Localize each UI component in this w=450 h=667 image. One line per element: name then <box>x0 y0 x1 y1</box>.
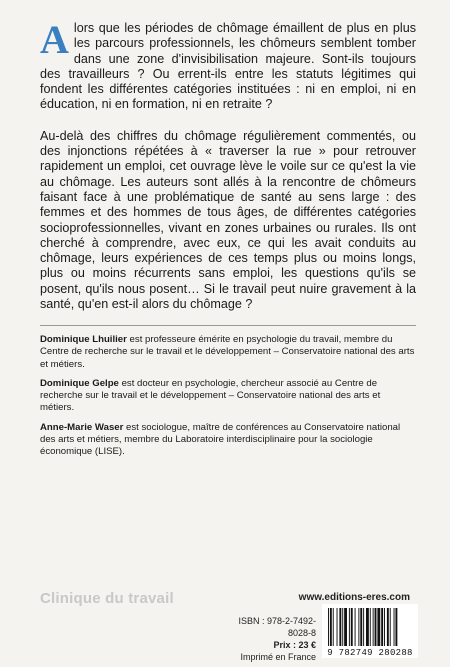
author-name: Dominique Gelpe <box>40 377 119 389</box>
price: Prix : 23 € <box>273 640 316 650</box>
book-info <box>232 615 316 663</box>
printed-in: Imprimé en France <box>240 652 316 662</box>
author-bio <box>40 378 416 415</box>
author-bios <box>40 334 416 466</box>
blurb-paragraph-2: Au-delà des chiffres du chômage régulièrement commentés, ou des injonctions répétées à « traverser la rue » pour retrouver rapidement un emploi, cet ouvrage lève le voile sur ce qu'est la vie au chômage. Les auteurs sont allés à la rencontre de chômeurs faisant face à une problématique de santé au sens large : des femmes et des hommes de tous âges, de différentes catégories socioprofessionnelles, vivant en zones urbaines ou rurales. Ils ont cherché à comprendre, avec eux, ce qui les avait conduits au chômage, leurs expériences de ces temps plus ou moins longs, plus ou moins récurrents sans emploi, les questions qu'ils se posent, qu'ils nous posent… Si le travail peut nuire gravement à la santé, qu'en est-il alors du chômage ? <box>40 128 416 312</box>
author-name: Dominique Lhuilier <box>40 334 127 345</box>
isbn: ISBN : 978-2-7492-8028-8 <box>238 616 316 638</box>
drop-cap: A <box>40 17 69 62</box>
barcode-bars-icon <box>328 608 412 648</box>
collection-name: Clinique du travail <box>40 590 174 607</box>
publisher-website: www.editions-eres.com <box>298 592 410 603</box>
barcode-digits: 9 782749 280288 <box>327 648 413 658</box>
blurb-intro-text: lors que les périodes de chômage émaillent de plus en plus les parcours professionnels, les chômeurs semblent tomber dans une zone d'invisibilisation majeure. Sont-ils toujours des travailleurs ? Ou errent-ils entre les statuts légitimes qui fondent les différentes catégories instituées : ni en emploi, ni en éducation, ni en formation, ni en retraite ? <box>40 21 416 112</box>
author-bio <box>40 422 416 459</box>
barcode <box>322 604 418 658</box>
separator-rule <box>40 325 416 326</box>
blurb <box>40 17 416 325</box>
author-name: Anne-Marie Waser <box>40 421 124 433</box>
author-bio-text: est sociologue, maître de conférences au Conservatoire national des arts et métiers, membre du Laboratoire interdisciplinaire pour la sociologie économique (LISE). <box>40 421 401 458</box>
author-bio-text: est docteur en psychologie, chercheur associé au Centre de recherche sur le travail et le développement – Conservatoire national des arts et métiers. <box>40 377 381 414</box>
blurb-intro-paragraph <box>40 17 416 113</box>
author-bio-text: est professeure émérite en psychologie du travail, membre du Centre de recherche sur le travail et le développement – Conservatoire national des arts et métiers. <box>40 334 415 370</box>
author-bio <box>40 334 416 371</box>
